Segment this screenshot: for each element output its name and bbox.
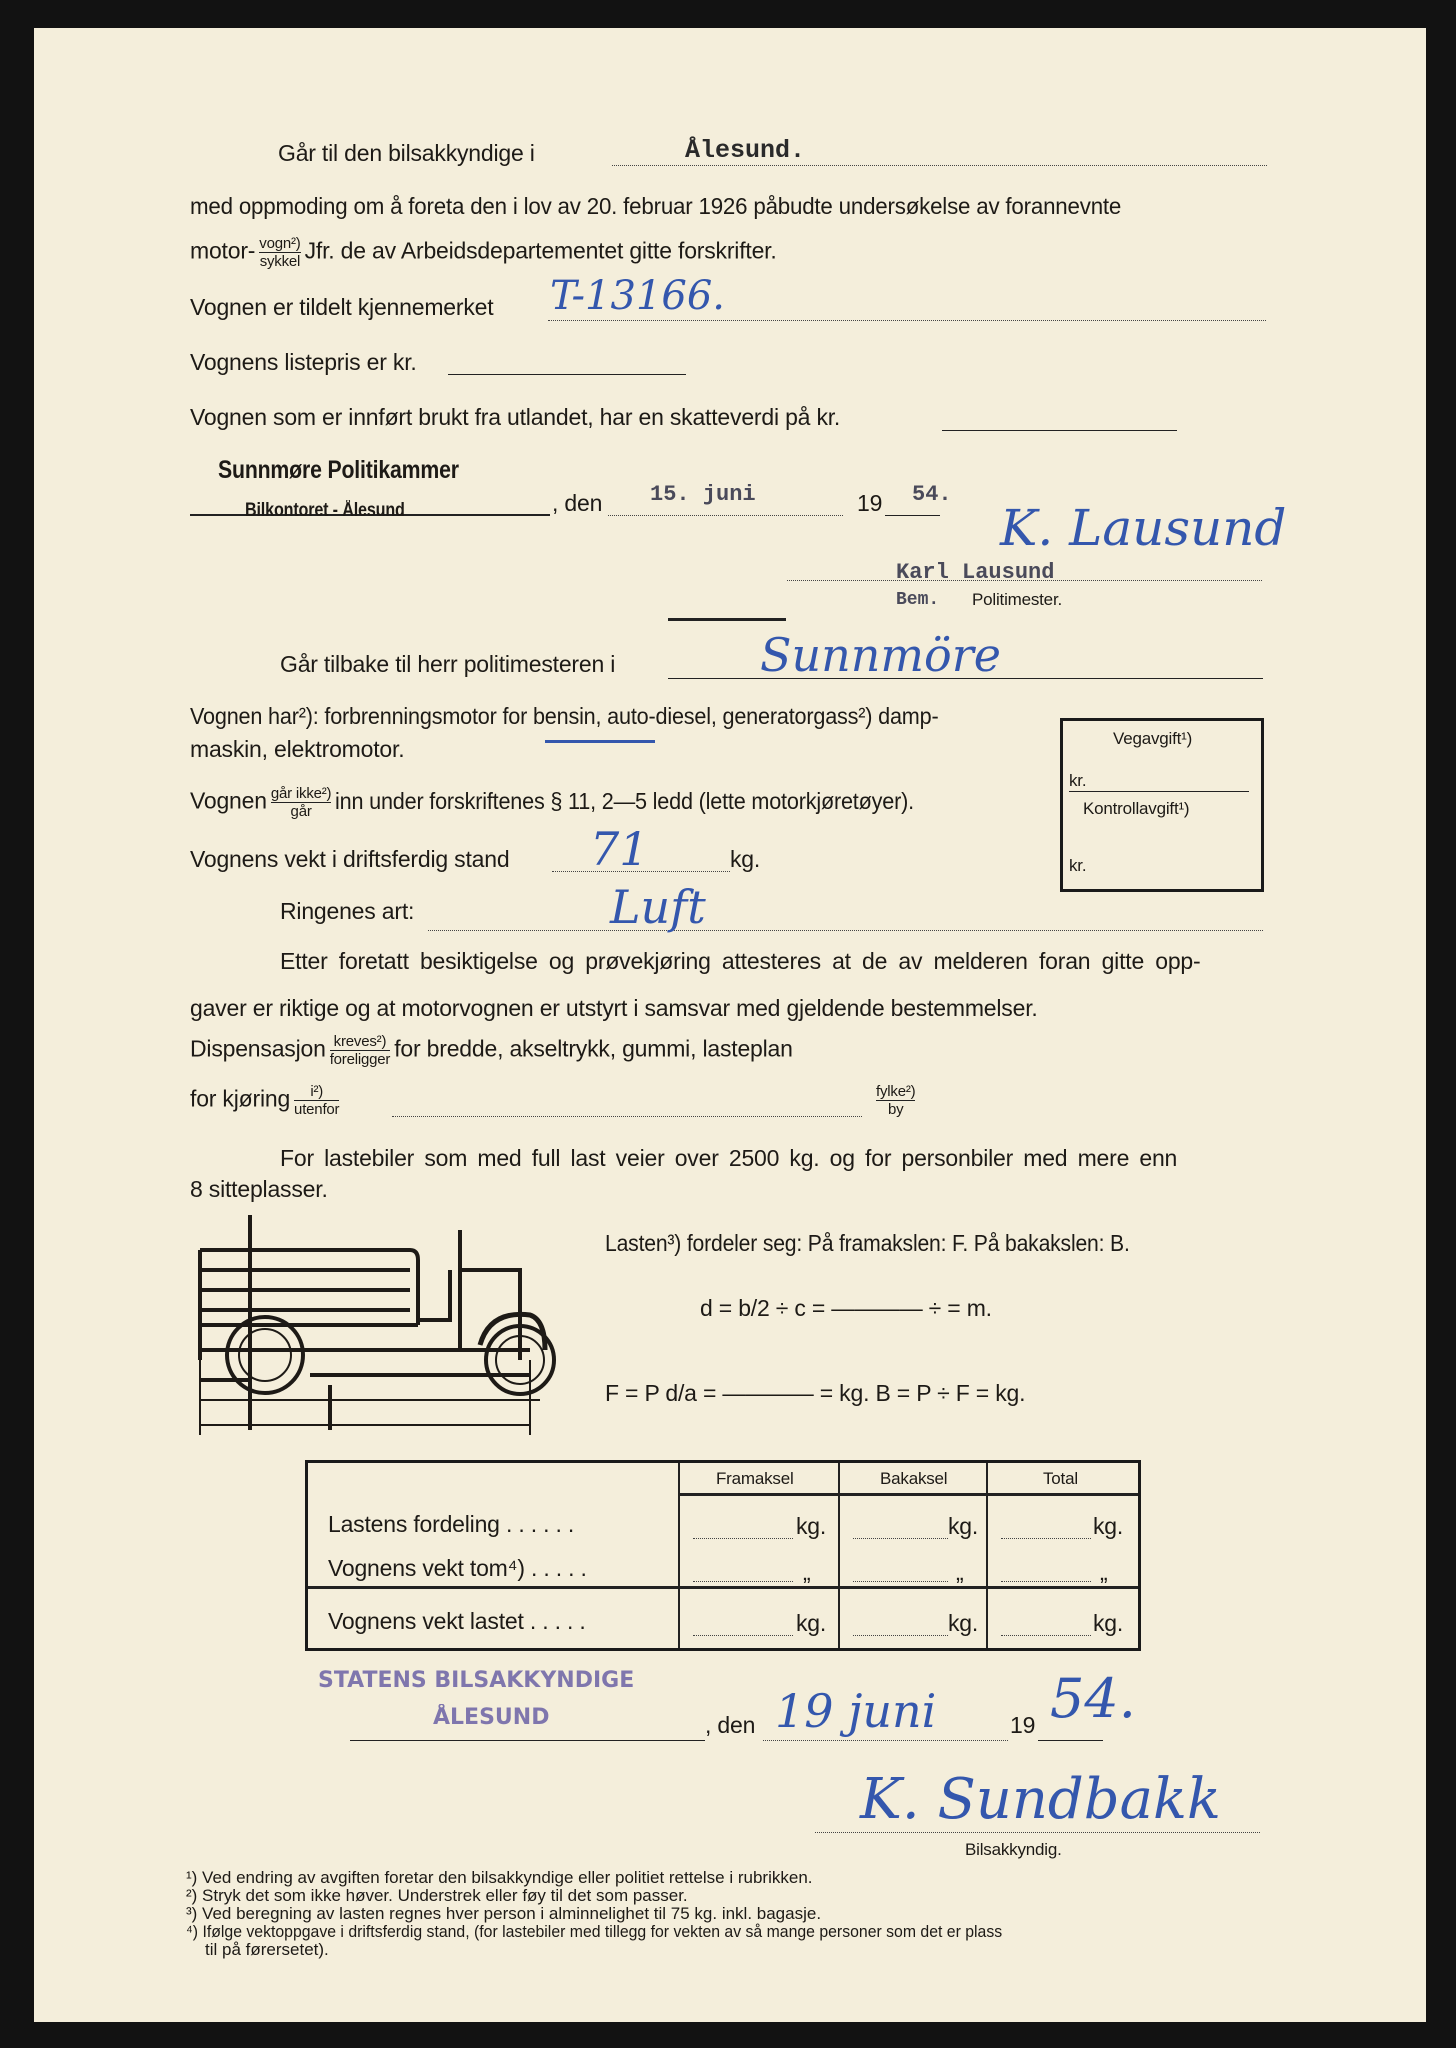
driving-right-top: fylke²) xyxy=(876,1083,916,1100)
light-bottom: går xyxy=(290,803,312,820)
dispensation-line xyxy=(190,1033,793,1068)
footnote-2: ²) Stryk det som ikke høver. Understrek eller føy til det som passer. xyxy=(186,1886,688,1905)
control-fee-label: Kontrollavgift¹) xyxy=(1083,799,1190,818)
footnote-1: ¹) Ved endring av avgiften foretar den bilsakkyndige eller politiet rettelse i rubrikken. xyxy=(186,1868,813,1887)
motor-prefix: motor- xyxy=(190,237,256,264)
road-tax-kr: kr. xyxy=(1069,771,1087,790)
inspector-title: Bilsakkyndig. xyxy=(965,1840,1062,1859)
footnote-4: ⁴) Ifølge vektoppgave i driftsferdig stand, (for lastebiler med tillegg for vekten av så mange personer som det er plass xyxy=(186,1922,1003,1941)
attest-line2: gaver er riktige og at motorvognen er utstyrt i samsvar med gjeldende bestemmelser. xyxy=(190,995,1038,1021)
unit: kg. xyxy=(796,1513,827,1539)
inspector-stamp-city: ÅLESUND xyxy=(433,1705,550,1730)
pen-underline xyxy=(545,740,655,743)
load-text: Lasten³) fordeler seg: På framakslen: F. På bakakslen: B. xyxy=(605,1230,1130,1256)
driving-right-fraction xyxy=(876,1083,915,1118)
unit: „ xyxy=(956,1559,964,1585)
import-label: Vognen som er innført brukt fra utlandet, har en skatteverdi på kr. xyxy=(190,404,841,430)
row-label: Vognens vekt tom⁴) . . . . . xyxy=(328,1555,587,1581)
motor-top: vogn²) xyxy=(259,235,301,252)
police-stamp: Sunnmøre Politikammer xyxy=(218,456,459,484)
f-formula: F = P d/a = ———— = kg. B = P ÷ F = kg. xyxy=(605,1380,1026,1406)
dispensation-top: kreves²) xyxy=(330,1033,391,1051)
plate-value: T-13166. xyxy=(550,273,725,319)
driving-right xyxy=(872,1083,919,1118)
goes-to-label: Går til den bilsakkyndige i xyxy=(278,140,535,166)
motor-suffix: Jfr. de av Arbeidsdepartementet gitte forskrifter. xyxy=(304,237,777,264)
light-fraction xyxy=(271,785,332,820)
trucks-line2: 8 sitteplasser. xyxy=(190,1176,328,1202)
den-label: , den xyxy=(552,490,603,516)
city-typed: Ålesund. xyxy=(685,136,806,165)
light-top: går ikke²) xyxy=(270,785,332,802)
tires-value: Luft xyxy=(610,880,706,934)
inspector-year: 54. xyxy=(1050,1667,1136,1730)
inspector-date: 19 juni xyxy=(775,1684,937,1738)
unit: kg. xyxy=(948,1513,979,1539)
tires-label: Ringenes art: xyxy=(280,898,415,924)
police-office-stamp: Bilkontoret - Ålesund xyxy=(245,500,405,521)
driving-right-bottom: by xyxy=(887,1101,904,1118)
fee-box xyxy=(1060,718,1264,892)
road-tax-label: Vegavgift¹) xyxy=(1113,729,1193,748)
footnote-4-cont: til på førersetet). xyxy=(205,1940,329,1959)
driving-top: i²) xyxy=(294,1083,339,1101)
signer-title: Politimester. xyxy=(972,590,1062,609)
inspector-signature: K. Sundbakk xyxy=(860,1767,1221,1832)
dispensation-prefix: Dispensasjon xyxy=(190,1035,326,1062)
attest-line1: Etter foretatt besiktigelse og prøvekjøring attesteres at de av melderen foran gitte opp- xyxy=(280,948,1201,974)
engine-line1: Vognen har²): forbrenningsmotor for bensin, auto-diesel, generatorgass²) damp- xyxy=(190,703,939,729)
return-label: Går tilbake til herr politimesteren i xyxy=(280,651,616,677)
unit: kg. xyxy=(796,1610,827,1636)
control-fee-kr: kr. xyxy=(1069,856,1087,875)
motor-bottom: sykkel xyxy=(259,253,301,270)
signer-typed: Karl Lausund xyxy=(896,560,1055,585)
light-suffix: inn under forskriftenes § 11, 2—5 ledd (lette motorkjøretøyer). xyxy=(335,787,915,814)
year-prefix-2: 19 xyxy=(1010,1712,1036,1738)
footnote-3: ³) Ved beregning av lasten regnes hver person i alminnelighet til 75 kg. inkl. bagasje. xyxy=(186,1904,822,1923)
dispensation-fraction xyxy=(330,1033,391,1068)
d-formula: d = b/2 ÷ c = ———— ÷ = m. xyxy=(700,1295,992,1321)
unit: kg. xyxy=(948,1610,979,1636)
den-label-2: , den xyxy=(705,1712,756,1738)
unit: „ xyxy=(803,1559,811,1585)
motor-fraction xyxy=(259,235,300,270)
dispensation-bottom: foreligger xyxy=(329,1051,391,1068)
col-total: Total xyxy=(1043,1469,1078,1488)
row-label: Lastens fordeling . . . . . . xyxy=(328,1511,575,1537)
plate-label: Vognen er tildelt kjennemerket xyxy=(190,294,494,320)
weight-unit: kg. xyxy=(730,846,761,872)
police-date: 15. juni xyxy=(650,482,756,507)
weight-label: Vognens vekt i driftsferdig stand xyxy=(190,846,510,872)
truck-diagram-icon xyxy=(190,1210,560,1440)
year-prefix: 19 xyxy=(857,490,883,516)
load-table xyxy=(305,1460,1141,1651)
driving-line xyxy=(190,1083,343,1118)
motor-line xyxy=(190,235,777,270)
light-vehicle-line xyxy=(190,785,951,820)
driving-prefix: for kjøring xyxy=(190,1085,291,1112)
unit: „ xyxy=(1100,1559,1108,1585)
inspector-stamp: STATENS BILSAKKYNDIGE xyxy=(318,1668,635,1693)
dispensation-suffix: for bredde, akseltrykk, gummi, lasteplan xyxy=(394,1035,793,1062)
driving-bottom: utenfor xyxy=(294,1101,340,1118)
unit: kg. xyxy=(1093,1610,1124,1636)
trucks-line1: For lastebiler som med full last veier over 2500 kg. og for personbiler med mere enn xyxy=(280,1145,1178,1171)
row-label: Vognens vekt lastet . . . . . xyxy=(328,1608,586,1634)
police-signature: K. Lausund xyxy=(1000,499,1287,557)
unit: kg. xyxy=(1093,1513,1124,1539)
signer-extra: Bem. xyxy=(896,590,940,610)
col-bakaksel: Bakaksel xyxy=(880,1469,948,1488)
request-text: med oppmoding om å foreta den i lov av 20. februar 1926 påbudte undersøkelse av forannevnte xyxy=(190,193,1122,219)
engine-line2: maskin, elektromotor. xyxy=(190,736,405,762)
col-framaksel: Framaksel xyxy=(716,1469,794,1488)
list-price-label: Vognens listepris er kr. xyxy=(190,349,417,375)
return-value: Sunnmöre xyxy=(760,628,1001,682)
weight-value: 71 xyxy=(590,822,649,876)
police-year: 54. xyxy=(912,482,952,507)
light-prefix: Vognen xyxy=(190,787,267,814)
driving-fraction xyxy=(294,1083,339,1118)
